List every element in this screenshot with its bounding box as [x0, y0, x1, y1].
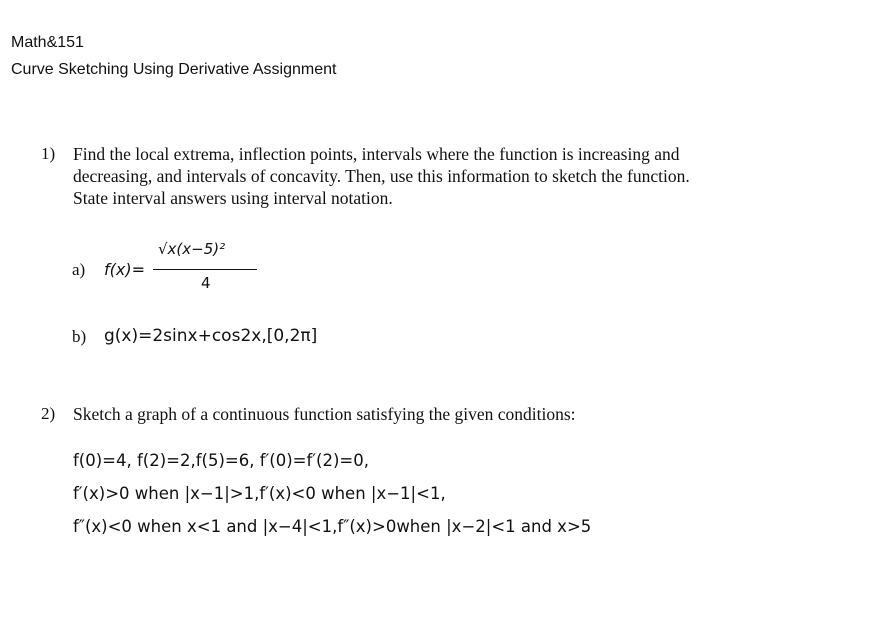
course-code: Math&151 [11, 34, 84, 51]
question-1-line-2: decreasing, and intervals of concavity. Then, use this information to sketch the function. [73, 166, 690, 186]
part-b-label: b) [72, 327, 87, 346]
question-1-number: 1) [41, 144, 56, 163]
fraction-denominator: 4 [201, 274, 211, 292]
question-1-line-1: Find the local extrema, inflection points, intervals where the function is increasing and [73, 144, 680, 164]
condition-line-2: f′(x)>0 when |x−1|>1,f′(x)<0 when |x−1|<1, [73, 484, 446, 503]
question-2-text: Sketch a graph of a continuous function satisfying the given conditions: [73, 404, 576, 424]
assignment-title: Curve Sketching Using Derivative Assignment [11, 61, 337, 78]
condition-line-3: f″(x)<0 when x<1 and |x−4|<1,f″(x)>0when |x−2|<1 and x>5 [73, 517, 592, 536]
part-a-lhs: f(x)= [104, 260, 145, 279]
condition-line-1: f(0)=4, f(2)=2,f(5)=6, f′(0)=f′(2)=0, [73, 451, 369, 470]
fraction-bar [153, 269, 257, 270]
question-1-line-3: State interval answers using interval notation. [73, 188, 393, 208]
part-a-fraction [153, 240, 257, 300]
question-2-number: 2) [41, 404, 56, 423]
part-b-expression: g(x)=2sinx+cos2x,[0,2π] [104, 326, 318, 346]
fraction-numerator: √x(x−5)² [158, 240, 226, 258]
part-a-label: a) [72, 260, 86, 279]
